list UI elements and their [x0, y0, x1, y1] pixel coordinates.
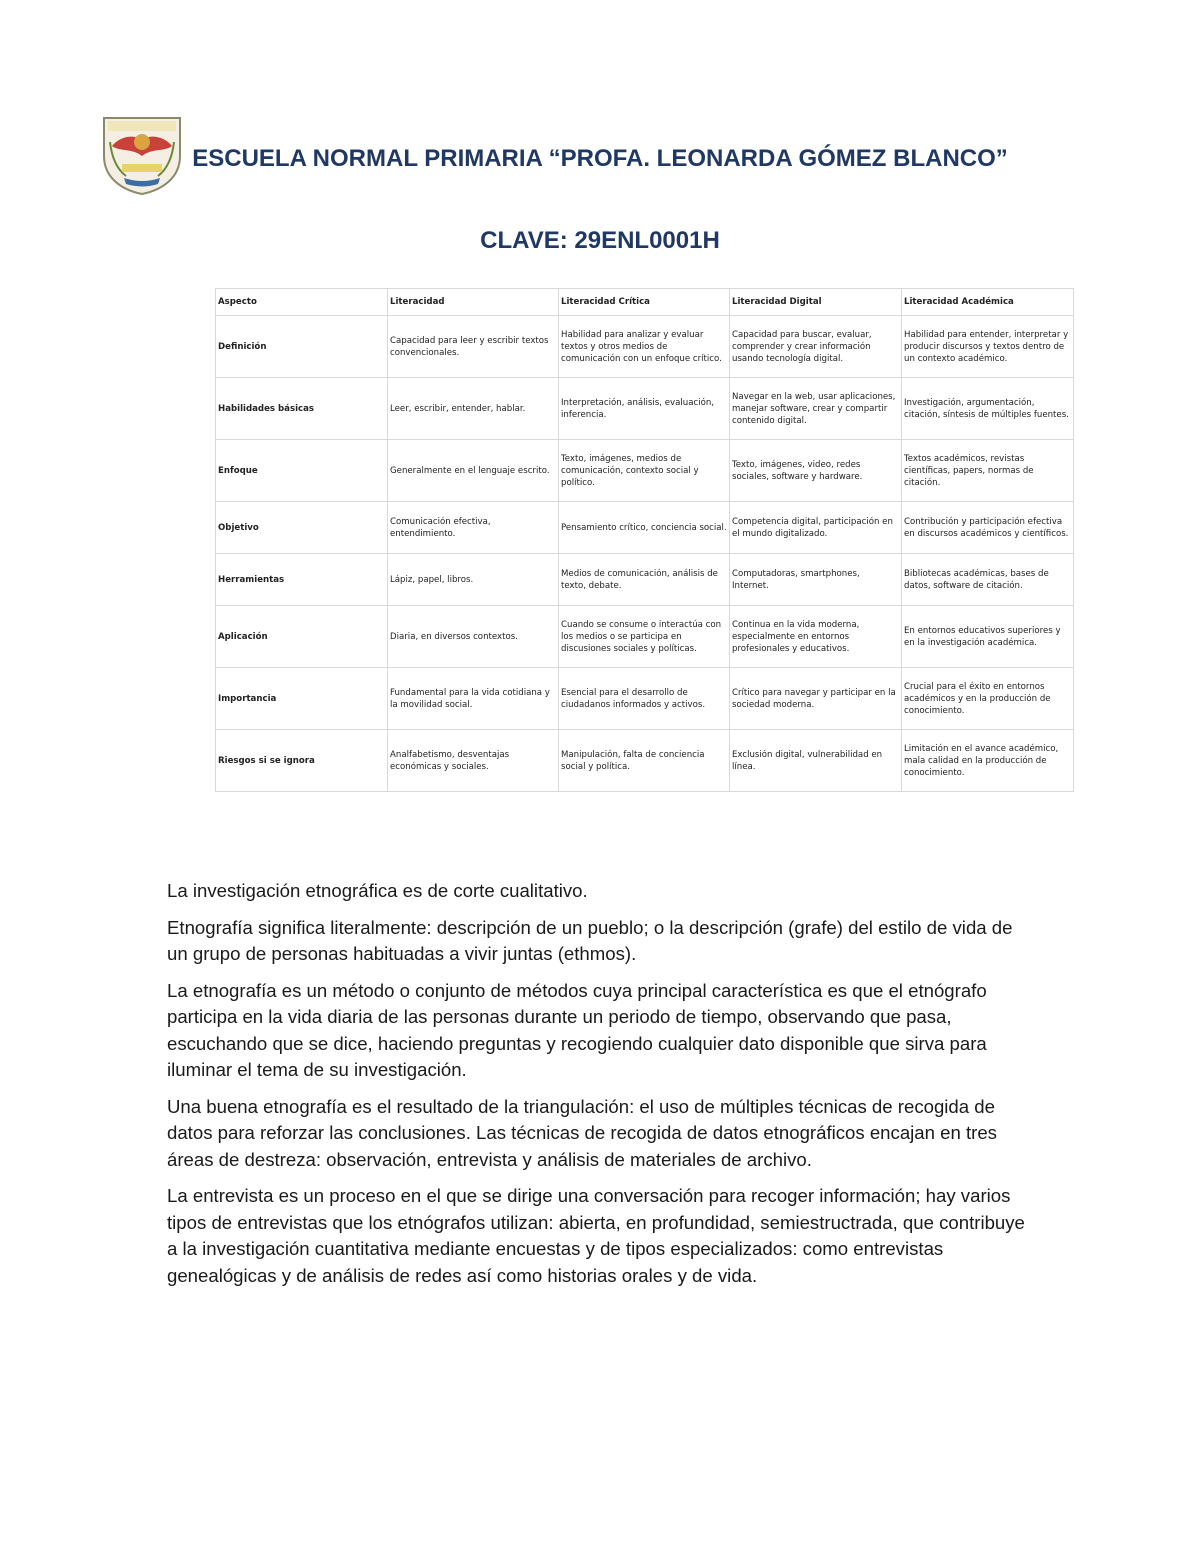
table-cell: Habilidades básicas — [216, 378, 388, 440]
table-cell: Aplicación — [216, 606, 388, 668]
table-cell: Herramientas — [216, 554, 388, 606]
table-cell: Investigación, argumentación, citación, síntesis de múltiples fuentes. — [902, 378, 1074, 440]
table-cell: Diaria, en diversos contextos. — [388, 606, 559, 668]
table-row — [216, 316, 1074, 378]
table-cell: Capacidad para leer y escribir textos convencionales. — [388, 316, 559, 378]
paragraph: La investigación etnográfica es de corte cualitativo. — [167, 880, 588, 901]
table-cell: Limitación en el avance académico, mala calidad en la producción de conocimiento. — [902, 730, 1074, 792]
table-cell: Exclusión digital, vulnerabilidad en línea. — [730, 730, 902, 792]
table-cell: Pensamiento crítico, conciencia social. — [559, 502, 730, 554]
literacy-comparison-table — [215, 288, 1074, 792]
table-cell: Computadoras, smartphones, Internet. — [730, 554, 902, 606]
table-cell: Texto, imágenes, video, redes sociales, software y hardware. — [730, 440, 902, 502]
table-header-row — [216, 289, 1074, 316]
table-cell: Riesgos si se ignora — [216, 730, 388, 792]
table-cell: Crítico para navegar y participar en la sociedad moderna. — [730, 668, 902, 730]
table-cell: Cuando se consume o interactúa con los medios o se participa en discusiones sociales y políticas. — [559, 606, 730, 668]
table-cell: Analfabetismo, desventajas económicas y sociales. — [388, 730, 559, 792]
body-text — [167, 878, 1027, 1299]
table-cell: Habilidad para entender, interpretar y producir discursos y textos dentro de un contexto académico. — [902, 316, 1074, 378]
table-cell: En entornos educativos superiores y en la investigación académica. — [902, 606, 1074, 668]
table-cell: Fundamental para la vida cotidiana y la movilidad social. — [388, 668, 559, 730]
column-header: Literacidad — [388, 289, 559, 316]
table-cell: Habilidad para analizar y evaluar textos y otros medios de comunicación con un enfoque crítico. — [559, 316, 730, 378]
table-cell: Crucial para el éxito en entornos académicos y en la producción de conocimiento. — [902, 668, 1074, 730]
table-cell: Interpretación, análisis, evaluación, inferencia. — [559, 378, 730, 440]
column-header: Aspecto — [216, 289, 388, 316]
table-cell: Capacidad para buscar, evaluar, comprender y crear información usando tecnología digital. — [730, 316, 902, 378]
table-row — [216, 668, 1074, 730]
table-cell: Generalmente en el lenguaje escrito. — [388, 440, 559, 502]
table-row — [216, 378, 1074, 440]
school-clave: CLAVE: 29ENL0001H — [480, 227, 720, 254]
school-crest-icon — [100, 112, 184, 196]
paragraph: Etnografía significa literalmente: descripción de un pueblo; o la descripción (grafe) del estilo de vida de un grupo de personas habituadas a vivir juntas (ethmos). — [167, 916, 1013, 964]
table-cell: Objetivo — [216, 502, 388, 554]
table-cell: Contribución y participación efectiva en discursos académicos y científicos. — [902, 502, 1074, 554]
table-cell: Continua en la vida moderna, especialmente en entornos profesionales y educativos. — [730, 606, 902, 668]
table-row — [216, 606, 1074, 668]
table-row — [216, 730, 1074, 792]
table-cell: Leer, escribir, entender, hablar. — [388, 378, 559, 440]
column-header: Literacidad Crítica — [559, 289, 730, 316]
table-cell: Texto, imágenes, medios de comunicación, contexto social y político. — [559, 440, 730, 502]
table-row — [216, 440, 1074, 502]
table-cell: Bibliotecas académicas, bases de datos, software de citación. — [902, 554, 1074, 606]
paragraph: La entrevista es un proceso en el que se dirige una conversación para recoger información; hay varios tipos de entrevistas que los etnógrafos utilizan: abierta, en profundidad, semiestructrada, que contribuye a la investigación cuantitativa mediante encuestas y de tipos especializados: como entrevistas genealógicas y de análisis de redes así como historias orales y de vida. — [167, 1185, 1025, 1286]
table-cell: Navegar en la web, usar aplicaciones, manejar software, crear y compartir contenido digital. — [730, 378, 902, 440]
paragraph: Una buena etnografía es el resultado de la triangulación: el uso de múltiples técnicas de recogida de datos para reforzar las conclusiones. Las técnicas de recogida de datos etnográficos encajan en tres áreas de destreza: observación, entrevista y análisis de materiales de archivo. — [167, 1095, 997, 1170]
school-title: ESCUELA NORMAL PRIMARIA “PROFA. LEONARDA GÓMEZ BLANCO” — [192, 145, 1008, 172]
table-row — [216, 502, 1074, 554]
table-cell: Lápiz, papel, libros. — [388, 554, 559, 606]
table-cell: Importancia — [216, 668, 388, 730]
table-row — [216, 554, 1074, 606]
paragraph: La etnografía es un método o conjunto de métodos cuya principal característica es que el etnógrafo participa en la vida diaria de las personas durante un periodo de tiempo, observando que pasa, escuchando que se dice, haciendo preguntas y recogiendo cualquier dato disponible que sirva para iluminar el tema de su investigación. — [167, 979, 987, 1080]
table-cell: Enfoque — [216, 440, 388, 502]
table-cell: Medios de comunicación, análisis de texto, debate. — [559, 554, 730, 606]
table-cell: Definición — [216, 316, 388, 378]
table-cell: Esencial para el desarrollo de ciudadanos informados y activos. — [559, 668, 730, 730]
table-cell: Comunicación efectiva, entendimiento. — [388, 502, 559, 554]
column-header: Literacidad Académica — [902, 289, 1074, 316]
table-cell: Textos académicos, revistas científicas, papers, normas de citación. — [902, 440, 1074, 502]
column-header: Literacidad Digital — [730, 289, 902, 316]
table-cell: Competencia digital, participación en el mundo digitalizado. — [730, 502, 902, 554]
table-cell: Manipulación, falta de conciencia social y política. — [559, 730, 730, 792]
